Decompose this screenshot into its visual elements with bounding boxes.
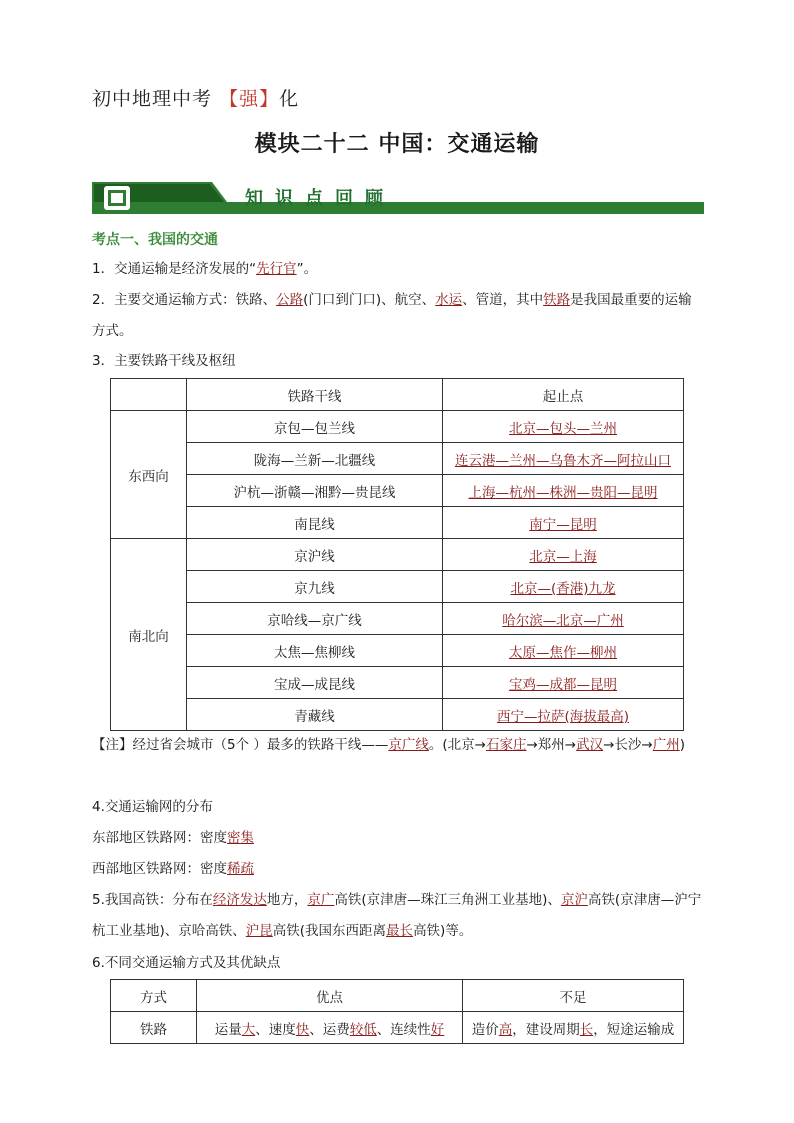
item-4-east: 东部地区铁路网：密度密集 xyxy=(92,830,254,846)
item-6-title: 6.不同交通运输方式及其优缺点 xyxy=(92,955,281,971)
header-highlight: 【强】 xyxy=(219,88,280,110)
table-row: 京九线 北京—(香港)九龙 xyxy=(111,571,684,603)
item-2: 2．主要交通运输方式：铁路、公路(门口到门口)、航空、水运、管道，其中铁路是我国最重要的运输方式。 xyxy=(92,292,692,339)
railway-table xyxy=(110,378,684,731)
table-row: 太焦—焦柳线 太原—焦作—柳州 xyxy=(111,635,684,667)
header-prefix: 初中地理中考 xyxy=(92,88,213,110)
doc-header xyxy=(92,84,299,111)
group-label-ns: 南北向 xyxy=(111,539,187,731)
page-title: 模块二十二 中国：交通运输 xyxy=(254,132,540,157)
table-row: 南昆线 南宁—昆明 xyxy=(111,507,684,539)
item-4-west: 西部地区铁路网：密度稀疏 xyxy=(92,861,254,877)
note: 【注】经过省会城市（5个 ）最多的铁路干线——京广线。(北京→石家庄→郑州→武汉→长沙→广州) xyxy=(92,737,686,753)
transport-compare-table xyxy=(110,979,684,1044)
table-row: 东西向 京包—包兰线 北京—包头—兰州 xyxy=(111,411,684,443)
table-row: 沪杭—浙赣—湘黔—贵昆线 上海—杭州—株洲—贵阳—昆明 xyxy=(111,475,684,507)
section-title: 考点一、我国的交通 xyxy=(92,232,218,248)
banner-title: 知识点回顾 xyxy=(245,188,395,209)
table-row: 方式 优点 不足 xyxy=(111,980,684,1012)
header-suffix: 化 xyxy=(279,88,300,110)
item-4-title: 4.交通运输网的分布 xyxy=(92,799,213,815)
item-1: 1．交通运输是经济发展的“先行官”。 xyxy=(92,261,318,277)
table-row: 陇海—兰新—北疆线 连云港—兰州—乌鲁木齐—阿拉山口 xyxy=(111,443,684,475)
table-row: 宝成—成昆线 宝鸡—成都—昆明 xyxy=(111,667,684,699)
item-5: 5.我国高铁：分布在经济发达地方，京广高铁(京津唐—珠江三角洲工业基地)、京沪高铁(京津唐—沪宁杭工业基地)、京哈高铁、沪昆高铁(我国东西距离最长高铁)等。 xyxy=(92,892,702,939)
section-banner xyxy=(92,182,704,216)
table-row: 铁路 运量大、速度快、运费较低、连续性好 造价高，建设周期长，短途运输成 xyxy=(111,1012,684,1044)
table-row: 青藏线 西宁—拉萨(海拔最高) xyxy=(111,699,684,731)
group-label-ew: 东西向 xyxy=(111,411,187,539)
table-row: 铁路干线 起止点 xyxy=(111,379,684,411)
table-row: 南北向 京沪线 北京—上海 xyxy=(111,539,684,571)
table-row: 京哈线—京广线 哈尔滨—北京—广州 xyxy=(111,603,684,635)
item-3: 3．主要铁路干线及枢纽 xyxy=(92,353,236,369)
